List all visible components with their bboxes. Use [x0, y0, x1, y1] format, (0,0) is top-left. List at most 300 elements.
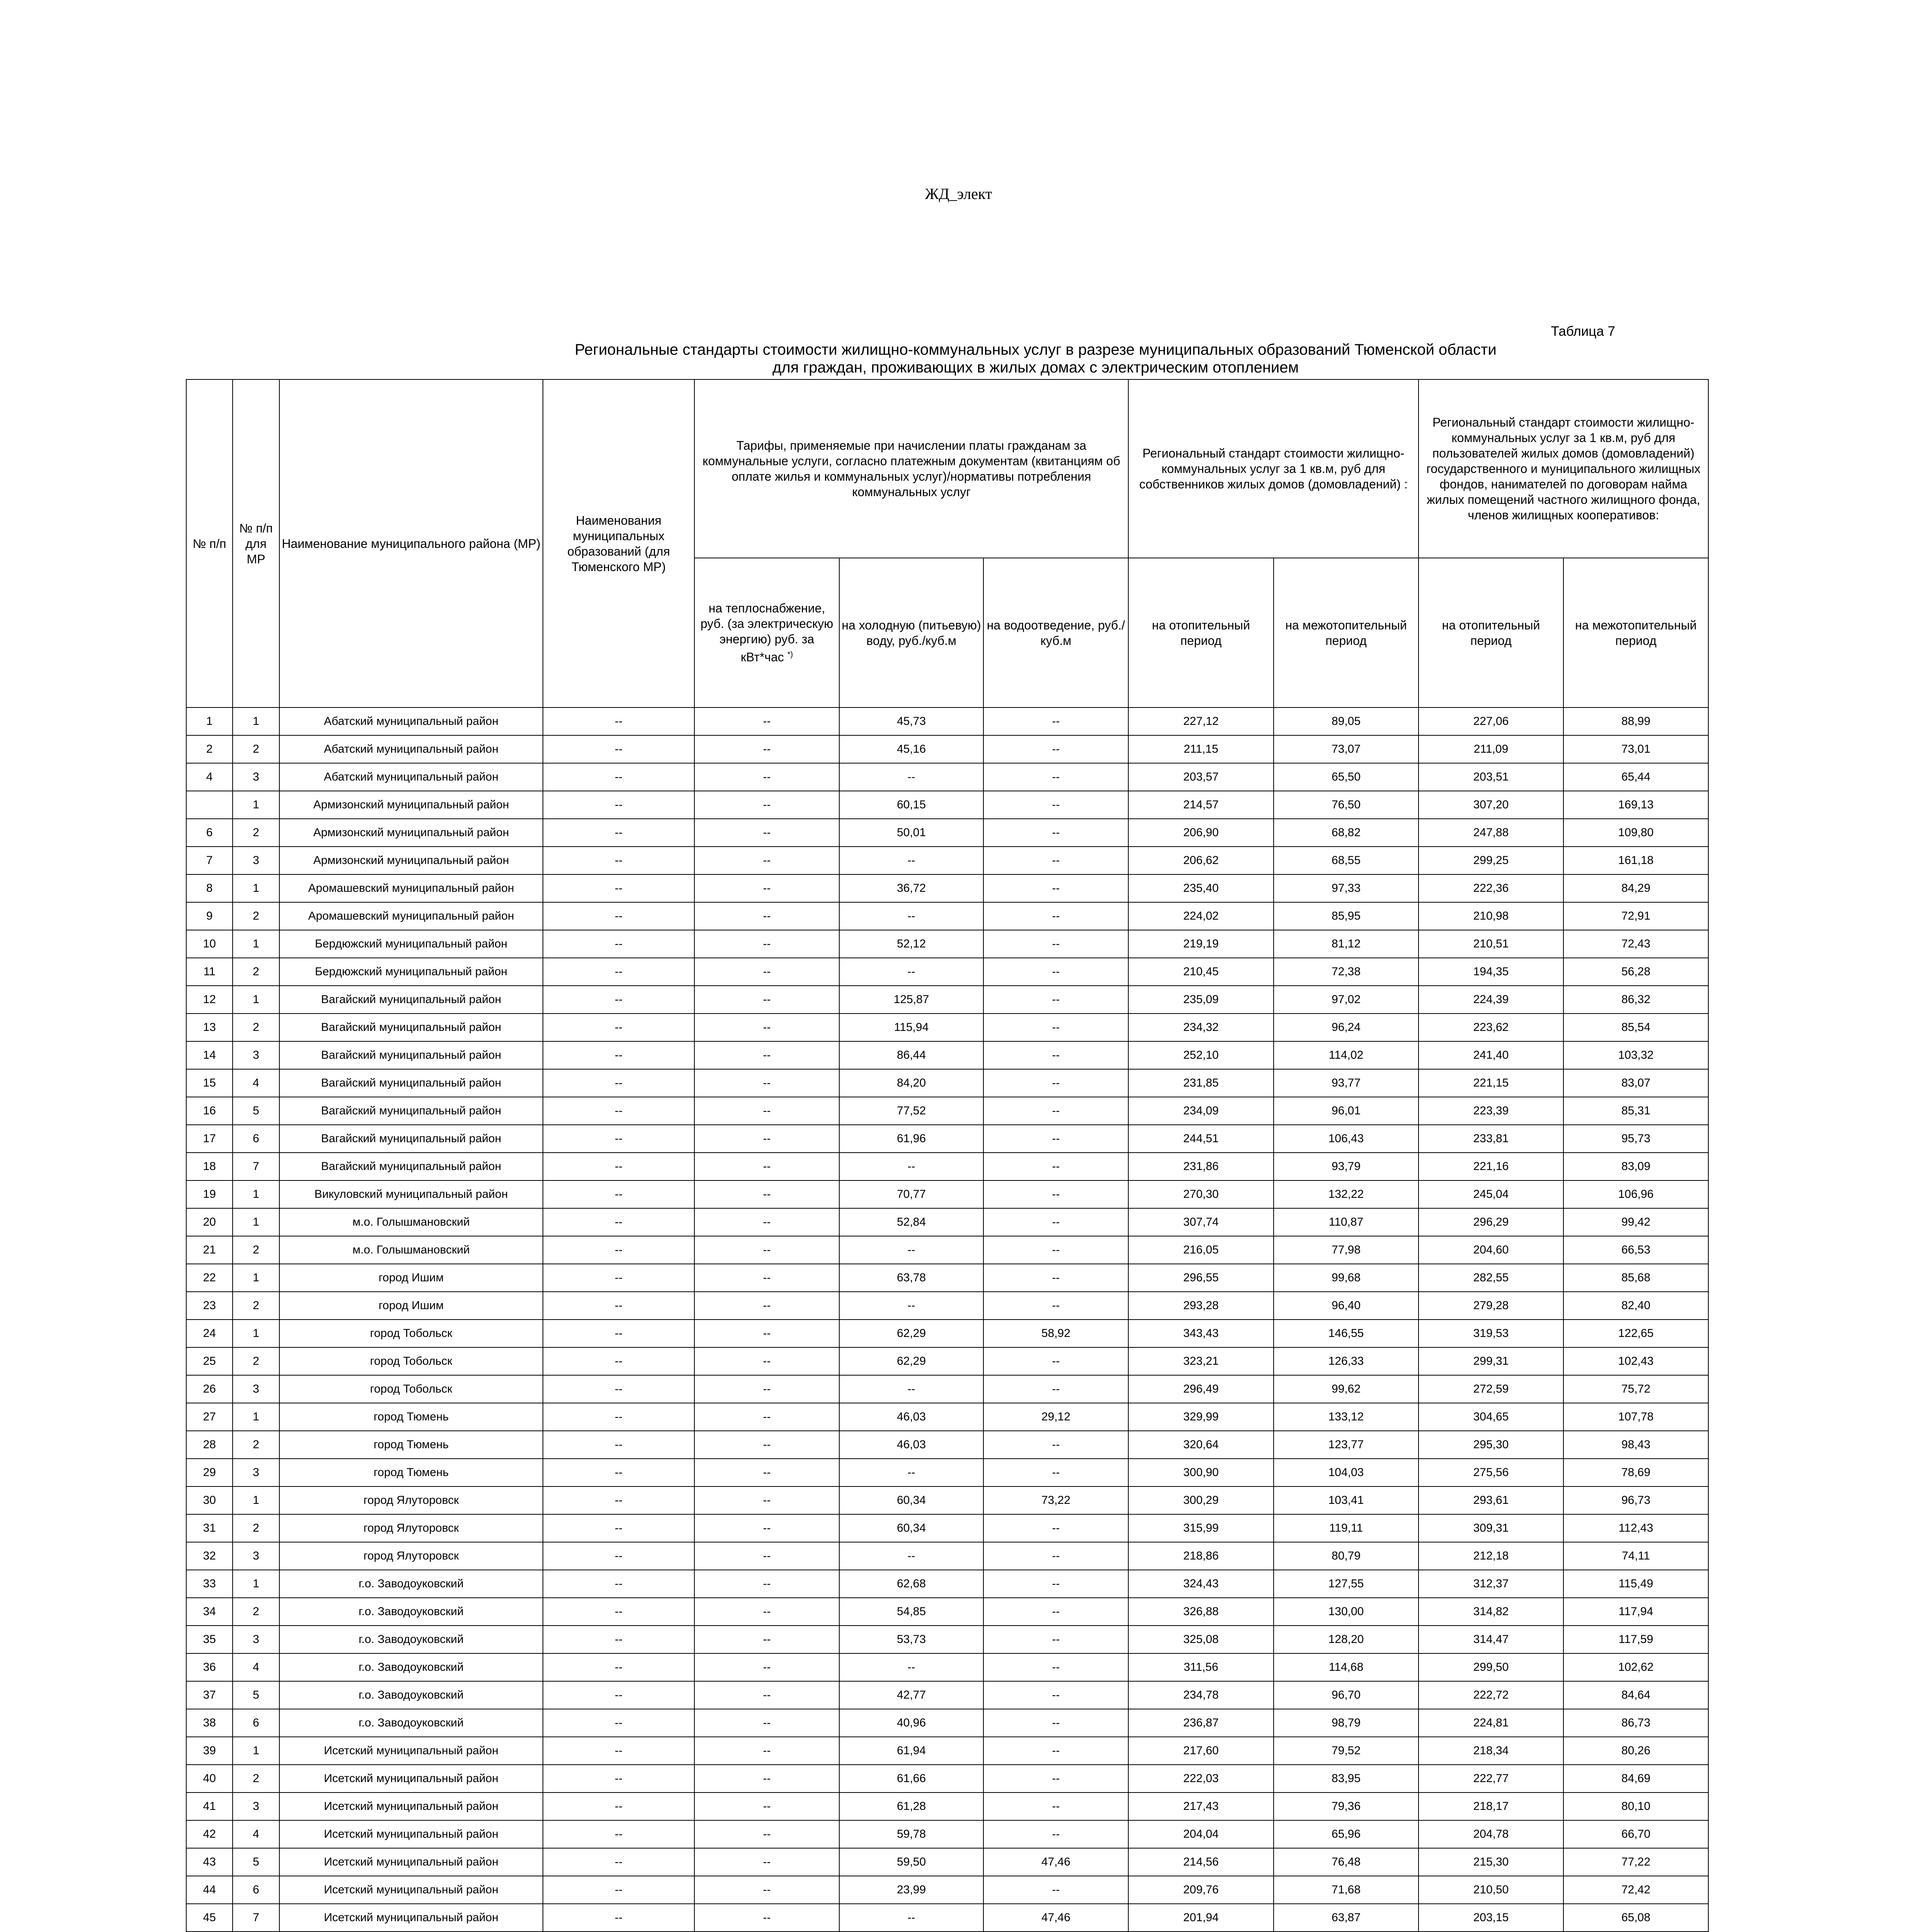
district-name-cell: город Ишим [279, 1292, 543, 1320]
users-nonheating-cell: 66,53 [1563, 1236, 1708, 1264]
heat-tariff-cell: -- [694, 1737, 839, 1765]
owners-heating-cell: 329,99 [1128, 1403, 1274, 1431]
district-name-cell: город Тюмень [279, 1403, 543, 1431]
district-name-cell: г.о. Заводоуковский [279, 1681, 543, 1709]
users-heating-cell: 203,51 [1419, 763, 1563, 791]
row-number-cell: 40 [186, 1765, 233, 1793]
row-number-mr-cell: 2 [233, 1431, 279, 1459]
cold-water-tariff-cell: 59,50 [839, 1848, 983, 1876]
table-row [186, 1125, 1708, 1153]
cold-water-tariff-cell: -- [839, 902, 983, 930]
heat-tariff-cell: -- [694, 1431, 839, 1459]
heat-tariff-cell: -- [694, 735, 839, 763]
heat-tariff-cell: -- [694, 1041, 839, 1069]
municipality-name-cell: -- [543, 902, 694, 930]
users-nonheating-cell: 78,69 [1563, 1459, 1708, 1486]
users-heating-cell: 222,36 [1419, 874, 1563, 902]
owners-nonheating-cell: 96,40 [1274, 1292, 1419, 1320]
district-name-cell: Исетский муниципальный район [279, 1737, 543, 1765]
heat-tariff-cell: -- [694, 1709, 839, 1737]
users-heating-cell: 299,31 [1419, 1347, 1563, 1375]
row-number-cell: 1 [186, 707, 233, 735]
district-name-cell: город Тобольск [279, 1320, 543, 1347]
row-number-cell: 16 [186, 1097, 233, 1125]
owners-nonheating-cell: 93,77 [1274, 1069, 1419, 1097]
users-nonheating-cell: 83,07 [1563, 1069, 1708, 1097]
owners-nonheating-cell: 89,05 [1274, 707, 1419, 735]
district-name-cell: г.о. Заводоуковский [279, 1626, 543, 1653]
table-row [186, 1153, 1708, 1180]
owners-nonheating-cell: 73,07 [1274, 735, 1419, 763]
heat-tariff-cell: -- [694, 1292, 839, 1320]
users-nonheating-cell: 95,73 [1563, 1125, 1708, 1153]
row-number-mr-cell: 1 [233, 1570, 279, 1598]
users-heating-cell: 222,77 [1419, 1765, 1563, 1793]
owners-heating-cell: 214,56 [1128, 1848, 1274, 1876]
sewage-tariff-cell: -- [983, 819, 1128, 847]
users-nonheating-cell: 85,31 [1563, 1097, 1708, 1125]
cold-water-tariff-cell: -- [839, 958, 983, 986]
col-header-heat [694, 558, 839, 707]
heat-tariff-cell: -- [694, 986, 839, 1014]
owners-nonheating-cell: 133,12 [1274, 1403, 1419, 1431]
district-name-cell: Исетский муниципальный район [279, 1848, 543, 1876]
row-number-cell: 29 [186, 1459, 233, 1486]
table-row [186, 735, 1708, 763]
users-nonheating-cell: 75,72 [1563, 1375, 1708, 1403]
row-number-mr-cell: 2 [233, 819, 279, 847]
owners-heating-cell: 227,12 [1128, 707, 1274, 735]
owners-nonheating-cell: 99,62 [1274, 1375, 1419, 1403]
owners-heating-cell: 270,30 [1128, 1180, 1274, 1208]
users-heating-cell: 314,82 [1419, 1598, 1563, 1626]
table-row [186, 1180, 1708, 1208]
owners-nonheating-cell: 93,79 [1274, 1153, 1419, 1180]
table-row [186, 1403, 1708, 1431]
users-nonheating-cell: 86,32 [1563, 986, 1708, 1014]
cold-water-tariff-cell: 125,87 [839, 986, 983, 1014]
heat-tariff-cell: -- [694, 902, 839, 930]
users-nonheating-cell: 169,13 [1563, 791, 1708, 819]
district-name-cell: Исетский муниципальный район [279, 1820, 543, 1848]
users-nonheating-cell: 122,65 [1563, 1320, 1708, 1347]
district-name-cell: Армизонский муниципальный район [279, 819, 543, 847]
table-row [186, 1653, 1708, 1681]
row-number-cell: 25 [186, 1347, 233, 1375]
municipality-name-cell: -- [543, 1403, 694, 1431]
cold-water-tariff-cell: -- [839, 763, 983, 791]
municipality-name-cell: -- [543, 1236, 694, 1264]
district-name-cell: Вагайский муниципальный район [279, 1097, 543, 1125]
table-row [186, 1848, 1708, 1876]
row-number-cell: 26 [186, 1375, 233, 1403]
heat-tariff-cell: -- [694, 1570, 839, 1598]
owners-nonheating-cell: 76,50 [1274, 791, 1419, 819]
users-nonheating-cell: 102,43 [1563, 1347, 1708, 1375]
district-name-cell: Бердюжский муниципальный район [279, 958, 543, 986]
owners-nonheating-cell: 96,01 [1274, 1097, 1419, 1125]
users-heating-cell: 224,39 [1419, 986, 1563, 1014]
owners-heating-cell: 234,78 [1128, 1681, 1274, 1709]
users-heating-cell: 218,17 [1419, 1793, 1563, 1820]
row-number-cell: 38 [186, 1709, 233, 1737]
heat-tariff-cell: -- [694, 1653, 839, 1681]
municipality-name-cell: -- [543, 1876, 694, 1904]
owners-nonheating-cell: 96,24 [1274, 1014, 1419, 1041]
cold-water-tariff-cell: 63,78 [839, 1264, 983, 1292]
owners-heating-cell: 326,88 [1128, 1598, 1274, 1626]
owners-nonheating-cell: 127,55 [1274, 1570, 1419, 1598]
cold-water-tariff-cell: 45,16 [839, 735, 983, 763]
cold-water-tariff-cell: 60,15 [839, 791, 983, 819]
municipality-name-cell: -- [543, 1375, 694, 1403]
row-number-mr-cell: 5 [233, 1681, 279, 1709]
district-name-cell: Исетский муниципальный район [279, 1765, 543, 1793]
district-name-cell: Аромашевский муниципальный район [279, 874, 543, 902]
municipality-name-cell: -- [543, 1681, 694, 1709]
row-number-cell: 6 [186, 819, 233, 847]
owners-heating-cell: 216,05 [1128, 1236, 1274, 1264]
owners-heating-cell: 244,51 [1128, 1125, 1274, 1153]
users-heating-cell: 221,16 [1419, 1153, 1563, 1180]
col-header-users-heating: на отопительный период [1419, 558, 1563, 707]
row-number-cell: 42 [186, 1820, 233, 1848]
users-heating-cell: 204,78 [1419, 1820, 1563, 1848]
municipality-name-cell: -- [543, 763, 694, 791]
district-name-cell: город Тобольск [279, 1347, 543, 1375]
users-nonheating-cell: 117,94 [1563, 1598, 1708, 1626]
heat-tariff-cell: -- [694, 707, 839, 735]
sewage-tariff-cell: -- [983, 1765, 1128, 1793]
table-row [186, 1041, 1708, 1069]
owners-heating-cell: 300,90 [1128, 1459, 1274, 1486]
title-line-1: Региональные стандарты стоимости жилищно-коммунальных услуг в разрезе муниципальных образований Тюменской области [575, 341, 1497, 358]
heat-tariff-cell: -- [694, 1848, 839, 1876]
owners-heating-cell: 217,60 [1128, 1737, 1274, 1765]
cold-water-tariff-cell: 42,77 [839, 1681, 983, 1709]
sewage-tariff-cell: -- [983, 902, 1128, 930]
col-header-owners-nonheating: на межотопительный период [1274, 558, 1419, 707]
heat-tariff-cell: -- [694, 1904, 839, 1932]
users-nonheating-cell: 72,91 [1563, 902, 1708, 930]
owners-nonheating-cell: 65,50 [1274, 763, 1419, 791]
heat-tariff-cell: -- [694, 1598, 839, 1626]
users-heating-cell: 203,15 [1419, 1904, 1563, 1932]
row-number-cell: 28 [186, 1431, 233, 1459]
col-header-num: № п/п [186, 379, 233, 707]
row-number-cell: 34 [186, 1598, 233, 1626]
users-heating-cell: 223,39 [1419, 1097, 1563, 1125]
users-heating-cell: 194,35 [1419, 958, 1563, 986]
row-number-cell: 8 [186, 874, 233, 902]
row-number-mr-cell: 3 [233, 1626, 279, 1653]
cold-water-tariff-cell: 53,73 [839, 1626, 983, 1653]
table-row [186, 1486, 1708, 1514]
users-heating-cell: 245,04 [1419, 1180, 1563, 1208]
cold-water-tariff-cell: 115,94 [839, 1014, 983, 1041]
sewage-tariff-cell: -- [983, 763, 1128, 791]
sewage-tariff-cell: -- [983, 1180, 1128, 1208]
municipality-name-cell: -- [543, 1848, 694, 1876]
users-nonheating-cell: 161,18 [1563, 847, 1708, 874]
cold-water-tariff-cell: 77,52 [839, 1097, 983, 1125]
heat-tariff-cell: -- [694, 1765, 839, 1793]
owners-nonheating-cell: 97,02 [1274, 986, 1419, 1014]
district-name-cell: Вагайский муниципальный район [279, 1014, 543, 1041]
heat-tariff-cell: -- [694, 1486, 839, 1514]
owners-nonheating-cell: 77,98 [1274, 1236, 1419, 1264]
row-number-cell: 33 [186, 1570, 233, 1598]
owners-heating-cell: 296,49 [1128, 1375, 1274, 1403]
table-row [186, 1626, 1708, 1653]
users-nonheating-cell: 103,32 [1563, 1041, 1708, 1069]
cold-water-tariff-cell: 61,94 [839, 1737, 983, 1765]
owners-heating-cell: 323,21 [1128, 1347, 1274, 1375]
municipality-name-cell: -- [543, 1431, 694, 1459]
users-nonheating-cell: 96,73 [1563, 1486, 1708, 1514]
cold-water-tariff-cell: -- [839, 1236, 983, 1264]
users-heating-cell: 296,29 [1419, 1208, 1563, 1236]
owners-nonheating-cell: 98,79 [1274, 1709, 1419, 1737]
municipality-name-cell: -- [543, 1486, 694, 1514]
users-heating-cell: 215,30 [1419, 1848, 1563, 1876]
owners-nonheating-cell: 104,03 [1274, 1459, 1419, 1486]
users-heating-cell: 309,31 [1419, 1514, 1563, 1542]
municipality-name-cell: -- [543, 1320, 694, 1347]
cold-water-tariff-cell: -- [839, 1153, 983, 1180]
district-name-cell: город Ялуторовск [279, 1514, 543, 1542]
col-header-district: Наименование муниципального района (МР) [279, 379, 543, 707]
heat-tariff-cell: -- [694, 1681, 839, 1709]
row-number-mr-cell: 3 [233, 1542, 279, 1570]
cold-water-tariff-cell: 61,66 [839, 1765, 983, 1793]
district-name-cell: Исетский муниципальный район [279, 1904, 543, 1932]
sewage-tariff-cell: -- [983, 1737, 1128, 1765]
table-row [186, 1681, 1708, 1709]
owners-heating-cell: 214,57 [1128, 791, 1274, 819]
heat-tariff-cell: -- [694, 1097, 839, 1125]
row-number-cell: 2 [186, 735, 233, 763]
sewage-tariff-cell: -- [983, 1626, 1128, 1653]
users-nonheating-cell: 56,28 [1563, 958, 1708, 986]
row-number-mr-cell: 3 [233, 1041, 279, 1069]
heat-tariff-cell: -- [694, 1793, 839, 1820]
district-name-cell: м.о. Голышмановский [279, 1236, 543, 1264]
col-header-users-nonheating: на межотопительный период [1563, 558, 1708, 707]
cold-water-tariff-cell: 62,29 [839, 1347, 983, 1375]
sewage-tariff-cell: -- [983, 735, 1128, 763]
row-number-cell: 20 [186, 1208, 233, 1236]
heat-tariff-cell: -- [694, 1514, 839, 1542]
users-nonheating-cell: 84,64 [1563, 1681, 1708, 1709]
sewage-tariff-cell: -- [983, 1514, 1128, 1542]
cold-water-tariff-cell: -- [839, 1653, 983, 1681]
row-number-mr-cell: 6 [233, 1709, 279, 1737]
standards-table [186, 379, 1709, 1932]
sewage-tariff-cell: -- [983, 1069, 1128, 1097]
owners-heating-cell: 234,09 [1128, 1097, 1274, 1125]
users-heating-cell: 204,60 [1419, 1236, 1563, 1264]
users-heating-cell: 218,34 [1419, 1737, 1563, 1765]
table-row [186, 791, 1708, 819]
table-body [186, 707, 1708, 1932]
owners-nonheating-cell: 68,82 [1274, 819, 1419, 847]
users-heating-cell: 319,53 [1419, 1320, 1563, 1347]
cold-water-tariff-cell: 46,03 [839, 1431, 983, 1459]
owners-heating-cell: 231,86 [1128, 1153, 1274, 1180]
owners-heating-cell: 296,55 [1128, 1264, 1274, 1292]
table-row [186, 1598, 1708, 1626]
users-nonheating-cell: 102,62 [1563, 1653, 1708, 1681]
owners-nonheating-cell: 97,33 [1274, 874, 1419, 902]
users-nonheating-cell: 84,29 [1563, 874, 1708, 902]
heat-tariff-cell: -- [694, 819, 839, 847]
users-heating-cell: 279,28 [1419, 1292, 1563, 1320]
row-number-mr-cell: 1 [233, 986, 279, 1014]
cold-water-tariff-cell: -- [839, 1459, 983, 1486]
table-number: Таблица 7 [1551, 324, 1615, 339]
users-heating-cell: 211,09 [1419, 735, 1563, 763]
row-number-cell: 35 [186, 1626, 233, 1653]
cold-water-tariff-cell: 23,99 [839, 1876, 983, 1904]
district-name-cell: Абатский муниципальный район [279, 735, 543, 763]
sewage-tariff-cell: -- [983, 1542, 1128, 1570]
district-name-cell: м.о. Голышмановский [279, 1208, 543, 1236]
owners-heating-cell: 222,03 [1128, 1765, 1274, 1793]
owners-heating-cell: 311,56 [1128, 1653, 1274, 1681]
sewage-tariff-cell: -- [983, 1681, 1128, 1709]
users-nonheating-cell: 115,49 [1563, 1570, 1708, 1598]
table-row [186, 1709, 1708, 1737]
col-header-tariffs: Тарифы, применяемые при начислении платы гражданам за коммунальные услуги, согласно платежным документам (квитанциям об оплате жилья и коммунальных услуг)/нормативы потребления коммунальных услуг [694, 379, 1128, 558]
users-heating-cell: 227,06 [1419, 707, 1563, 735]
district-name-cell: г.о. Заводоуковский [279, 1709, 543, 1737]
row-number-mr-cell: 2 [233, 1514, 279, 1542]
row-number-mr-cell: 2 [233, 1765, 279, 1793]
heat-tariff-cell: -- [694, 1264, 839, 1292]
owners-heating-cell: 206,90 [1128, 819, 1274, 847]
users-nonheating-cell: 88,99 [1563, 707, 1708, 735]
users-heating-cell: 314,47 [1419, 1626, 1563, 1653]
heat-label: на теплоснабжение, руб. (за электрическую энергию) руб. за кВт*час [700, 601, 833, 664]
owners-nonheating-cell: 83,95 [1274, 1765, 1419, 1793]
row-number-cell: 14 [186, 1041, 233, 1069]
cold-water-tariff-cell: 62,29 [839, 1320, 983, 1347]
row-number-mr-cell: 1 [233, 1486, 279, 1514]
table-title [185, 341, 1886, 376]
municipality-name-cell: -- [543, 1626, 694, 1653]
row-number-cell: 9 [186, 902, 233, 930]
sewage-tariff-cell: -- [983, 958, 1128, 986]
owners-heating-cell: 203,57 [1128, 763, 1274, 791]
owners-heating-cell: 307,74 [1128, 1208, 1274, 1236]
owners-nonheating-cell: 126,33 [1274, 1347, 1419, 1375]
row-number-cell: 10 [186, 930, 233, 958]
col-header-sewage: на водоотведение, руб./куб.м [983, 558, 1128, 707]
owners-nonheating-cell: 130,00 [1274, 1598, 1419, 1626]
owners-heating-cell: 201,94 [1128, 1904, 1274, 1932]
heat-tariff-cell: -- [694, 1626, 839, 1653]
table-row [186, 1292, 1708, 1320]
cold-water-tariff-cell: 54,85 [839, 1598, 983, 1626]
row-number-mr-cell: 4 [233, 1069, 279, 1097]
municipality-name-cell: -- [543, 1069, 694, 1097]
row-number-cell: 12 [186, 986, 233, 1014]
users-heating-cell: 241,40 [1419, 1041, 1563, 1069]
users-nonheating-cell: 99,42 [1563, 1208, 1708, 1236]
district-name-cell: Абатский муниципальный район [279, 763, 543, 791]
row-number-cell: 45 [186, 1904, 233, 1932]
table-row [186, 1542, 1708, 1570]
sewage-tariff-cell: -- [983, 1598, 1128, 1626]
owners-heating-cell: 252,10 [1128, 1041, 1274, 1069]
users-nonheating-cell: 80,26 [1563, 1737, 1708, 1765]
row-number-mr-cell: 1 [233, 1208, 279, 1236]
municipality-name-cell: -- [543, 1765, 694, 1793]
cold-water-tariff-cell: 45,73 [839, 707, 983, 735]
table-row [186, 1904, 1708, 1932]
heat-tariff-cell: -- [694, 1375, 839, 1403]
heat-tariff-cell: -- [694, 1459, 839, 1486]
sewage-tariff-cell: -- [983, 1292, 1128, 1320]
heat-tariff-cell: -- [694, 874, 839, 902]
users-heating-cell: 304,65 [1419, 1403, 1563, 1431]
heat-tariff-cell: -- [694, 958, 839, 986]
row-number-cell: 44 [186, 1876, 233, 1904]
table-row [186, 1375, 1708, 1403]
owners-heating-cell: 235,40 [1128, 874, 1274, 902]
sewage-tariff-cell: -- [983, 1375, 1128, 1403]
owners-nonheating-cell: 110,87 [1274, 1208, 1419, 1236]
heat-tariff-cell: -- [694, 1542, 839, 1570]
sewage-tariff-cell: -- [983, 847, 1128, 874]
table-row [186, 1236, 1708, 1264]
municipality-name-cell: -- [543, 1514, 694, 1542]
owners-nonheating-cell: 80,79 [1274, 1542, 1419, 1570]
heat-tariff-cell: -- [694, 791, 839, 819]
col-header-users: Региональный стандарт стоимости жилищно-коммунальных услуг за 1 кв.м, руб для пользователей жилых домов (домовладений) государственного и муниципального жилищных фондов, нанимателей по договорам найма жилых помещений частного жилищного фонда, членов жилищных кооперативов: [1419, 379, 1708, 558]
district-name-cell: Викуловский муниципальный район [279, 1180, 543, 1208]
table-row [186, 1570, 1708, 1598]
row-number-mr-cell: 6 [233, 1125, 279, 1153]
owners-nonheating-cell: 85,95 [1274, 902, 1419, 930]
owners-heating-cell: 236,87 [1128, 1709, 1274, 1737]
heat-tariff-cell: -- [694, 847, 839, 874]
users-nonheating-cell: 73,01 [1563, 735, 1708, 763]
users-heating-cell: 210,50 [1419, 1876, 1563, 1904]
row-number-mr-cell: 1 [233, 1180, 279, 1208]
owners-nonheating-cell: 81,12 [1274, 930, 1419, 958]
district-name-cell: город Тюмень [279, 1431, 543, 1459]
row-number-mr-cell: 2 [233, 1598, 279, 1626]
heat-tariff-cell: -- [694, 1347, 839, 1375]
users-heating-cell: 210,98 [1419, 902, 1563, 930]
users-heating-cell: 275,56 [1419, 1459, 1563, 1486]
owners-nonheating-cell: 128,20 [1274, 1626, 1419, 1653]
municipality-name-cell: -- [543, 958, 694, 986]
row-number-cell: 31 [186, 1514, 233, 1542]
col-header-owners-heating: на отопительный период [1128, 558, 1274, 707]
table-row [186, 1820, 1708, 1848]
heat-tariff-cell: -- [694, 1236, 839, 1264]
sewage-tariff-cell: -- [983, 1793, 1128, 1820]
row-number-cell: 24 [186, 1320, 233, 1347]
municipality-name-cell: -- [543, 791, 694, 819]
users-heating-cell: 282,55 [1419, 1264, 1563, 1292]
owners-heating-cell: 235,09 [1128, 986, 1274, 1014]
district-name-cell: город Ишим [279, 1264, 543, 1292]
district-name-cell: Вагайский муниципальный район [279, 986, 543, 1014]
